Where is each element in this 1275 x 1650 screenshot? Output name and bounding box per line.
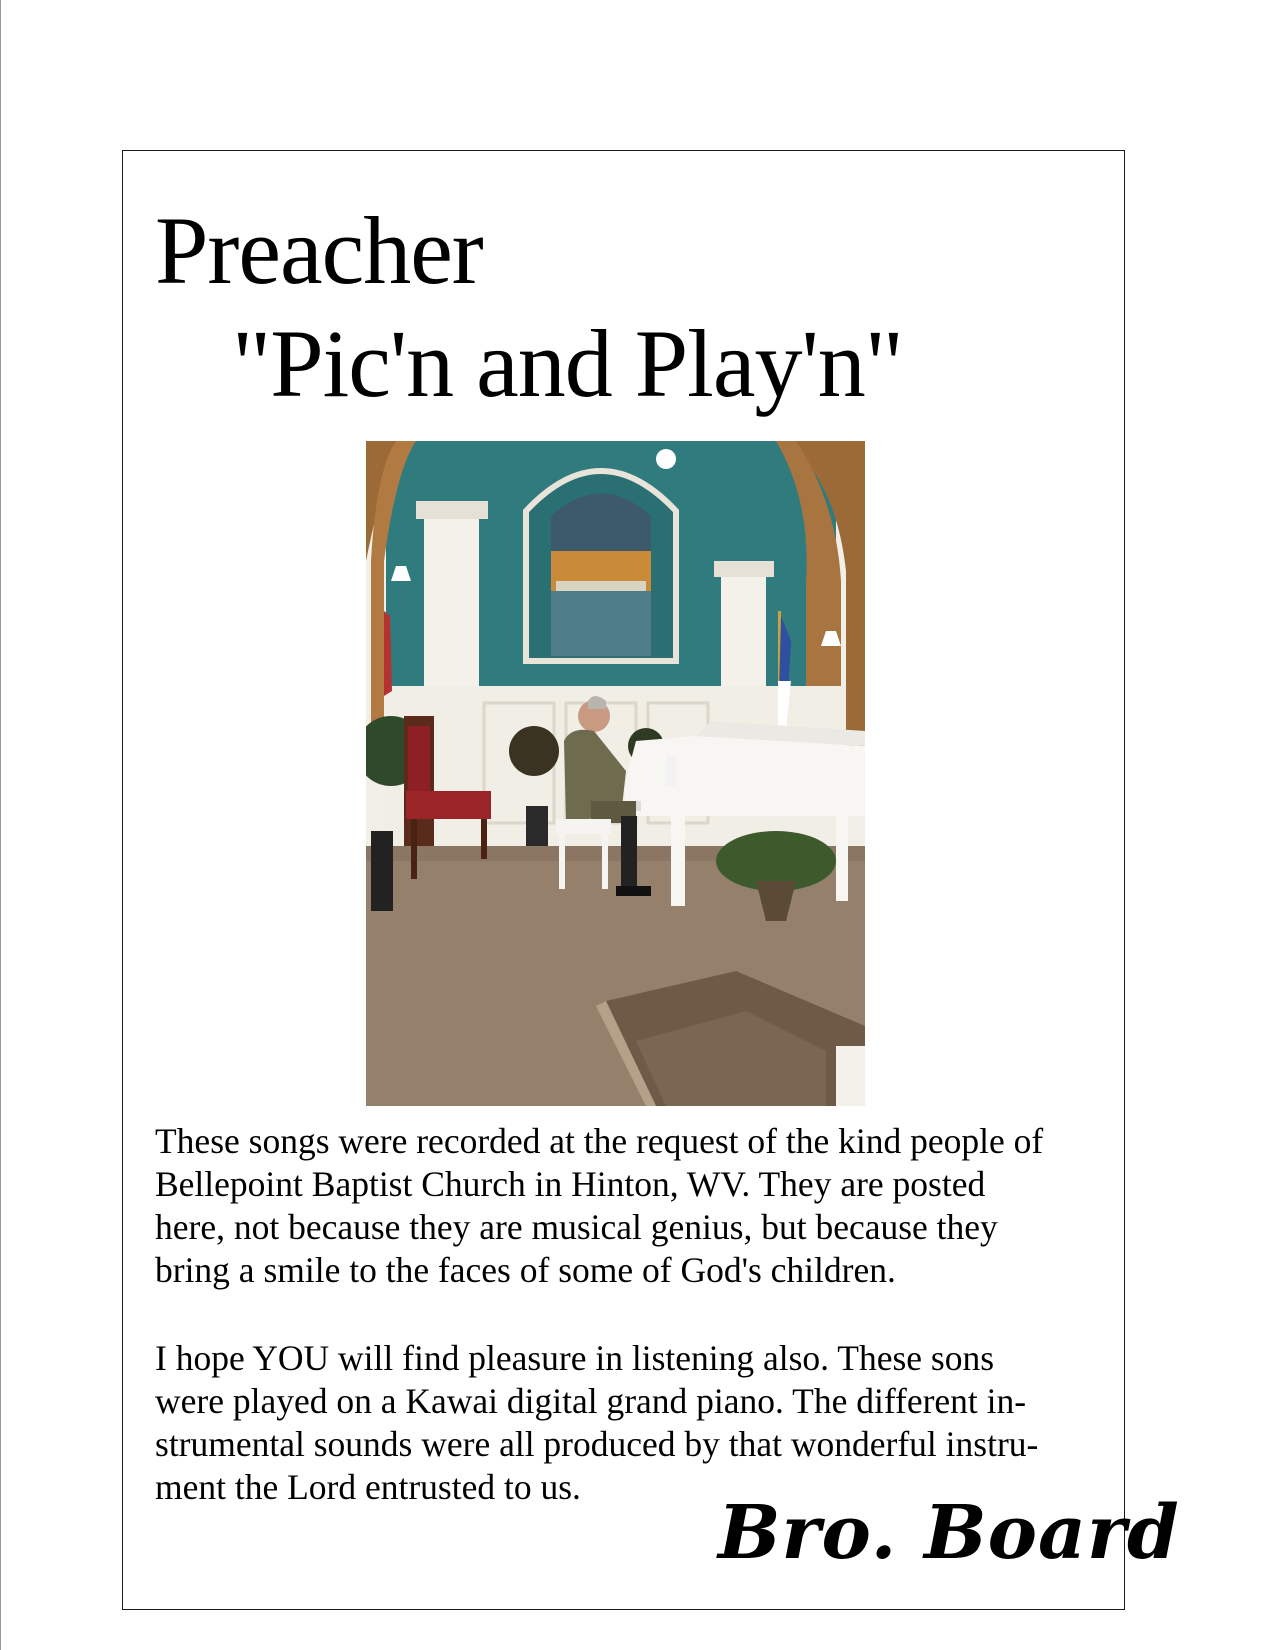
paragraph-1-line: here, not because they are musical genius, but because they: [155, 1207, 998, 1247]
title-line-1: Preacher: [155, 197, 483, 304]
page-edge: [0, 0, 1, 1650]
title-line-2: "Pic'n and Play'n": [232, 310, 903, 417]
paragraph-1-line: These songs were recorded at the request of the kind people of: [155, 1121, 1044, 1161]
paragraph-1: [155, 1120, 1105, 1292]
paragraph-2: [155, 1337, 1105, 1509]
paragraph-1-line: Bellepoint Baptist Church in Hinton, WV. They are posted: [155, 1164, 986, 1204]
paragraph-2-line: were played on a Kawai digital grand piano. The different in-: [155, 1381, 1027, 1421]
paragraph-2-line: ment the Lord entrusted to us.: [155, 1467, 581, 1507]
church-piano-photo: [366, 441, 865, 1106]
paragraph-2-line: I hope YOU will find pleasure in listening also. These sons: [155, 1338, 995, 1378]
signature: Bro. Board: [718, 1490, 1180, 1576]
paragraph-2-line: strumental sounds were all produced by that wonderful instru-: [155, 1424, 1039, 1464]
paragraph-1-line: bring a smile to the faces of some of God's children.: [155, 1250, 896, 1290]
